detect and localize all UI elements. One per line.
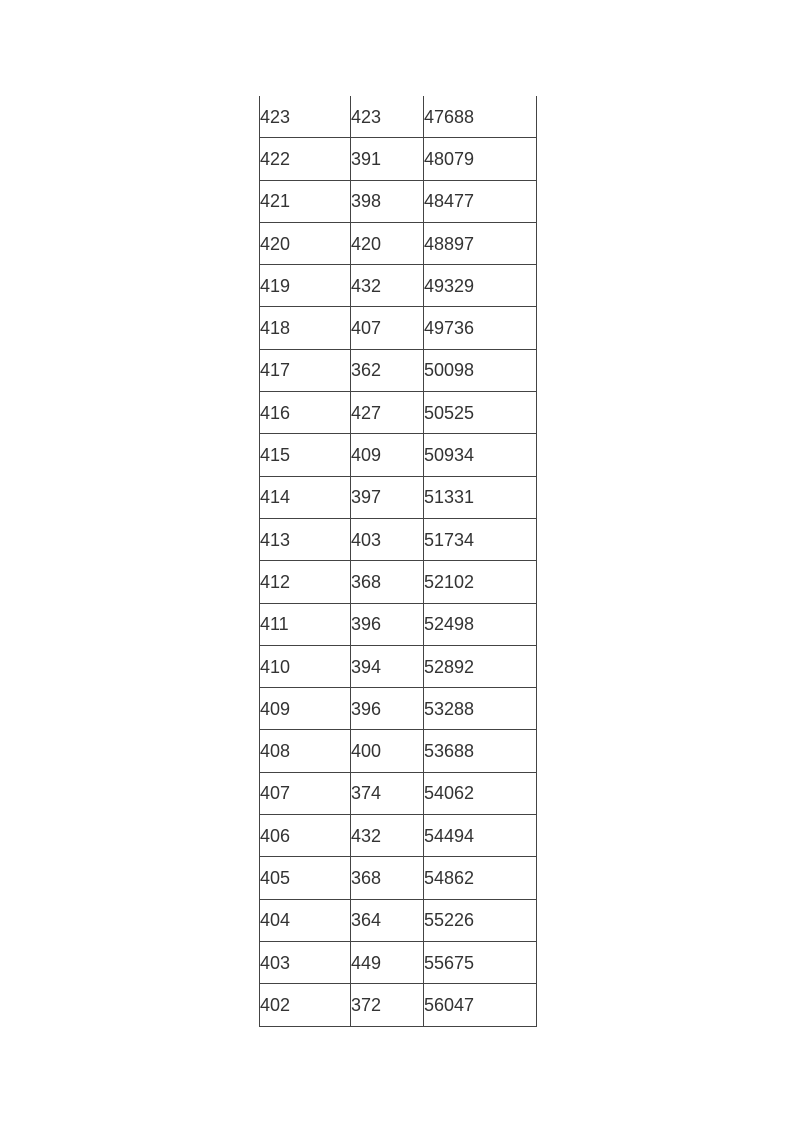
table-row [260,518,537,560]
cumulative-cell: 47688 [424,96,537,138]
count-cell: 397 [351,476,424,518]
cumulative-cell: 50525 [424,392,537,434]
table-row [260,815,537,857]
cumulative-cell: 51734 [424,518,537,560]
count-cell: 364 [351,899,424,941]
table-row [260,857,537,899]
score-cell: 407 [260,772,351,814]
score-cell: 421 [260,180,351,222]
score-cell: 416 [260,392,351,434]
table-row [260,603,537,645]
table-row [260,984,537,1026]
count-cell: 407 [351,307,424,349]
count-cell: 449 [351,941,424,983]
count-cell: 374 [351,772,424,814]
score-cell: 415 [260,434,351,476]
score-cell: 412 [260,561,351,603]
cumulative-cell: 49736 [424,307,537,349]
score-cell: 404 [260,899,351,941]
table-row [260,265,537,307]
cumulative-cell: 50098 [424,349,537,391]
table-row [260,307,537,349]
table-row [260,561,537,603]
count-cell: 368 [351,857,424,899]
cumulative-cell: 54062 [424,772,537,814]
score-distribution-table [259,96,537,1027]
cumulative-cell: 52498 [424,603,537,645]
cumulative-cell: 53288 [424,688,537,730]
count-cell: 368 [351,561,424,603]
score-cell: 423 [260,96,351,138]
table-row [260,222,537,264]
cumulative-cell: 48897 [424,222,537,264]
count-cell: 398 [351,180,424,222]
score-cell: 422 [260,138,351,180]
score-cell: 420 [260,222,351,264]
count-cell: 362 [351,349,424,391]
table-row [260,349,537,391]
cumulative-cell: 52102 [424,561,537,603]
table-row [260,476,537,518]
cumulative-cell: 53688 [424,730,537,772]
count-cell: 394 [351,645,424,687]
count-cell: 372 [351,984,424,1026]
table-row [260,730,537,772]
score-cell: 419 [260,265,351,307]
score-cell: 409 [260,688,351,730]
cumulative-cell: 51331 [424,476,537,518]
count-cell: 432 [351,815,424,857]
table-row [260,899,537,941]
score-cell: 410 [260,645,351,687]
cumulative-cell: 49329 [424,265,537,307]
score-cell: 402 [260,984,351,1026]
table-row [260,96,537,138]
cumulative-cell: 48477 [424,180,537,222]
score-cell: 408 [260,730,351,772]
score-cell: 413 [260,518,351,560]
count-cell: 400 [351,730,424,772]
score-cell: 403 [260,941,351,983]
table-row [260,180,537,222]
table-body [260,96,537,1026]
table-row [260,941,537,983]
cumulative-cell: 52892 [424,645,537,687]
count-cell: 423 [351,96,424,138]
cumulative-cell: 50934 [424,434,537,476]
count-cell: 420 [351,222,424,264]
count-cell: 391 [351,138,424,180]
score-cell: 405 [260,857,351,899]
score-cell: 417 [260,349,351,391]
count-cell: 396 [351,688,424,730]
cumulative-cell: 54862 [424,857,537,899]
cumulative-cell: 48079 [424,138,537,180]
count-cell: 403 [351,518,424,560]
score-cell: 411 [260,603,351,645]
table-row [260,392,537,434]
score-cell: 414 [260,476,351,518]
score-cell: 418 [260,307,351,349]
cumulative-cell: 55226 [424,899,537,941]
cumulative-cell: 56047 [424,984,537,1026]
count-cell: 396 [351,603,424,645]
cumulative-cell: 54494 [424,815,537,857]
count-cell: 409 [351,434,424,476]
cumulative-cell: 55675 [424,941,537,983]
count-cell: 427 [351,392,424,434]
table-row [260,688,537,730]
score-cell: 406 [260,815,351,857]
table-row [260,772,537,814]
table-row [260,138,537,180]
table-row [260,434,537,476]
count-cell: 432 [351,265,424,307]
table-row [260,645,537,687]
